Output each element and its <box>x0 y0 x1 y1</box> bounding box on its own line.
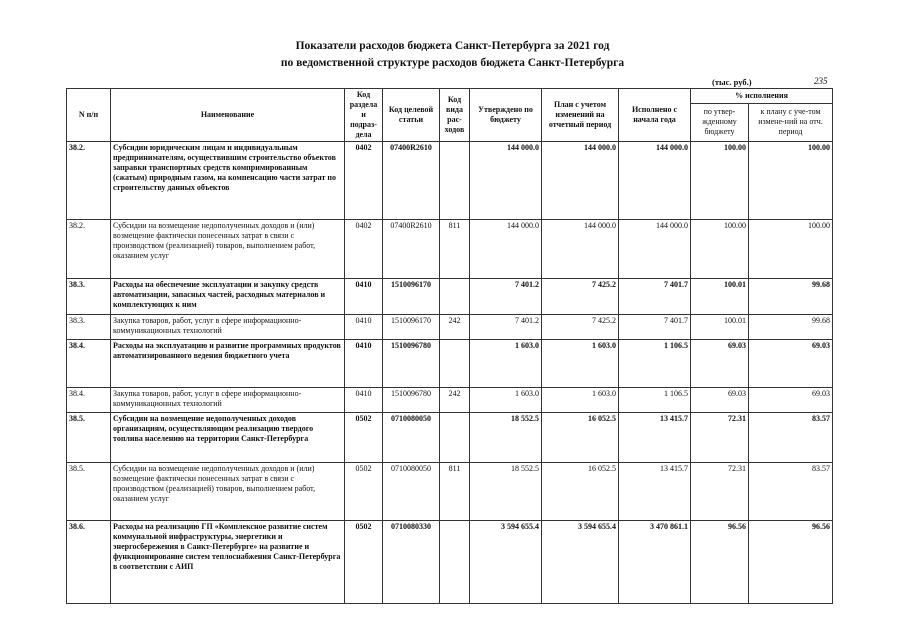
cell-num: 38.5. <box>67 413 111 463</box>
cell-name: Закупка товаров, работ, услуг в сфере информационно-коммуникационных технологий <box>111 388 345 413</box>
cell-section: 0502 <box>345 521 383 604</box>
cell-approved: 144 000.0 <box>470 142 542 220</box>
cell-executed: 13 415.7 <box>619 463 691 521</box>
cell-pct-approved: 96.56 <box>691 521 749 604</box>
cell-executed: 144 000.0 <box>619 142 691 220</box>
page-number: 235 <box>814 76 828 86</box>
cell-pct-approved: 100.00 <box>691 220 749 279</box>
cell-approved: 18 552.5 <box>470 463 542 521</box>
document-title <box>0 38 905 72</box>
cell-plan: 16 052.5 <box>542 463 619 521</box>
cell-pct-plan: 69.03 <box>749 388 833 413</box>
cell-num: 38.3. <box>67 315 111 340</box>
table-row <box>67 413 833 463</box>
cell-num: 38.5. <box>67 463 111 521</box>
cell-pct-plan: 100.00 <box>749 220 833 279</box>
cell-num: 38.4. <box>67 388 111 413</box>
cell-exp-type: 242 <box>440 388 470 413</box>
cell-executed: 13 415.7 <box>619 413 691 463</box>
cell-section: 0402 <box>345 220 383 279</box>
cell-exp-type <box>440 279 470 315</box>
cell-executed: 1 106.5 <box>619 388 691 413</box>
cell-pct-approved: 69.03 <box>691 340 749 388</box>
cell-name: Субсидии юридическим лицам и индивидуальным предпринимателям, осуществившим строительство объектов заправки транспортных средств компримированным (сжатым) природным газом, на компенсацию части затрат по строительству данных объектов <box>111 142 345 220</box>
cell-num: 38.2. <box>67 142 111 220</box>
cell-target: 1510096170 <box>383 315 440 340</box>
cell-executed: 1 106.5 <box>619 340 691 388</box>
cell-exp-type: 242 <box>440 315 470 340</box>
cell-pct-approved: 72.31 <box>691 413 749 463</box>
table-row <box>67 521 833 604</box>
cell-section: 0410 <box>345 279 383 315</box>
cell-plan: 16 052.5 <box>542 413 619 463</box>
cell-executed: 144 000.0 <box>619 220 691 279</box>
cell-pct-plan: 83.57 <box>749 413 833 463</box>
header-name: Наименование <box>111 89 345 142</box>
cell-target: 1510096780 <box>383 340 440 388</box>
cell-target: 1510096780 <box>383 388 440 413</box>
cell-name: Субсидии на возмещение недополученных доходов и (или) возмещение фактически понесенных затрат в связи с производством (реализацией) товаров, выполнением работ, оказанием услуг <box>111 463 345 521</box>
title-line-1: Показатели расходов бюджета Санкт-Петербурга за 2021 год <box>295 40 610 52</box>
cell-section: 0502 <box>345 463 383 521</box>
cell-section: 0402 <box>345 142 383 220</box>
cell-plan: 144 000.0 <box>542 220 619 279</box>
table-row <box>67 220 833 279</box>
table-row <box>67 315 833 340</box>
cell-exp-type <box>440 521 470 604</box>
cell-num: 38.4. <box>67 340 111 388</box>
table-row <box>67 463 833 521</box>
header-section: Код раздела и подраз-дела <box>345 89 383 142</box>
budget-table <box>66 88 833 604</box>
cell-name: Расходы на обеспечение эксплуатации и закупку средств автоматизации, запасных частей, расходных материалов и комплектующих к ним <box>111 279 345 315</box>
units-label: (тыс. руб.) <box>712 77 752 87</box>
cell-plan: 3 594 655.4 <box>542 521 619 604</box>
title-line-2: по ведомственной структуре расходов бюджета Санкт-Петербурга <box>280 57 625 69</box>
cell-approved: 1 603.0 <box>470 340 542 388</box>
cell-exp-type <box>440 413 470 463</box>
cell-approved: 7 401.2 <box>470 279 542 315</box>
cell-approved: 3 594 655.4 <box>470 521 542 604</box>
cell-name: Субсидии на возмещение недополученных доходов организациям, осуществляющим реализацию твердого топлива населению на территории Санкт-Петербурга <box>111 413 345 463</box>
cell-pct-plan: 99.68 <box>749 279 833 315</box>
cell-target: 0710080050 <box>383 413 440 463</box>
table-row <box>67 340 833 388</box>
cell-pct-approved: 100.01 <box>691 279 749 315</box>
cell-executed: 3 470 861.1 <box>619 521 691 604</box>
cell-pct-approved: 72.31 <box>691 463 749 521</box>
cell-num: 38.6. <box>67 521 111 604</box>
cell-pct-plan: 69.03 <box>749 340 833 388</box>
cell-target: 07400R2610 <box>383 142 440 220</box>
cell-pct-approved: 100.01 <box>691 315 749 340</box>
cell-pct-plan: 83.57 <box>749 463 833 521</box>
cell-target: 0710080050 <box>383 463 440 521</box>
header-executed: Исполнено с начала года <box>619 89 691 142</box>
cell-section: 0410 <box>345 388 383 413</box>
cell-exp-type: 811 <box>440 220 470 279</box>
table-row <box>67 142 833 220</box>
cell-exp-type <box>440 340 470 388</box>
cell-pct-approved: 100.00 <box>691 142 749 220</box>
cell-executed: 7 401.7 <box>619 279 691 315</box>
cell-pct-plan: 96.56 <box>749 521 833 604</box>
header-exp-type: Код вида рас-ходов <box>440 89 470 142</box>
cell-target: 07400R2610 <box>383 220 440 279</box>
header-pct-group: % исполнения <box>691 89 833 104</box>
cell-plan: 1 603.0 <box>542 388 619 413</box>
header-plan: План с учетом изменений на отчетный период <box>542 89 619 142</box>
cell-approved: 7 401.2 <box>470 315 542 340</box>
cell-plan: 144 000.0 <box>542 142 619 220</box>
cell-name: Расходы на реализацию ГП «Комплексное развитие систем коммунальной инфраструктуры, энергетики и энергосбережения в Санкт-Петербурге» на развитие и функционирование систем теплоснабжения Санкт-Петербурга в соответствии с АИП <box>111 521 345 604</box>
cell-name: Расходы на эксплуатацию и развитие программных продуктов автоматизированного ведения бюджетного учета <box>111 340 345 388</box>
cell-exp-type: 811 <box>440 463 470 521</box>
cell-approved: 1 603.0 <box>470 388 542 413</box>
cell-exp-type <box>440 142 470 220</box>
cell-plan: 1 603.0 <box>542 340 619 388</box>
cell-approved: 144 000.0 <box>470 220 542 279</box>
cell-executed: 7 401.7 <box>619 315 691 340</box>
table-row <box>67 279 833 315</box>
header-target: Код целевой статьи <box>383 89 440 142</box>
cell-num: 38.2. <box>67 220 111 279</box>
cell-name: Субсидии на возмещение недополученных доходов и (или) возмещение фактически понесенных затрат в связи с производством (реализацией) товаров, выполнением работ, оказанием услуг <box>111 220 345 279</box>
cell-approved: 18 552.5 <box>470 413 542 463</box>
cell-target: 1510096170 <box>383 279 440 315</box>
cell-name: Закупка товаров, работ, услуг в сфере информационно-коммуникационных технологий <box>111 315 345 340</box>
cell-plan: 7 425.2 <box>542 279 619 315</box>
header-pct-approved: по утвер-жденному бюджету <box>691 103 749 141</box>
cell-num: 38.3. <box>67 279 111 315</box>
header-num: N п/п <box>67 89 111 142</box>
header-pct-plan: к плану с уче-том измене-ний на отч. период <box>749 103 833 141</box>
table-row <box>67 388 833 413</box>
cell-pct-approved: 69.03 <box>691 388 749 413</box>
cell-pct-plan: 100.00 <box>749 142 833 220</box>
cell-plan: 7 425.2 <box>542 315 619 340</box>
header-approved: Утверждено по бюджету <box>470 89 542 142</box>
cell-section: 0410 <box>345 340 383 388</box>
cell-section: 0410 <box>345 315 383 340</box>
cell-pct-plan: 99.68 <box>749 315 833 340</box>
cell-section: 0502 <box>345 413 383 463</box>
cell-target: 0710080330 <box>383 521 440 604</box>
